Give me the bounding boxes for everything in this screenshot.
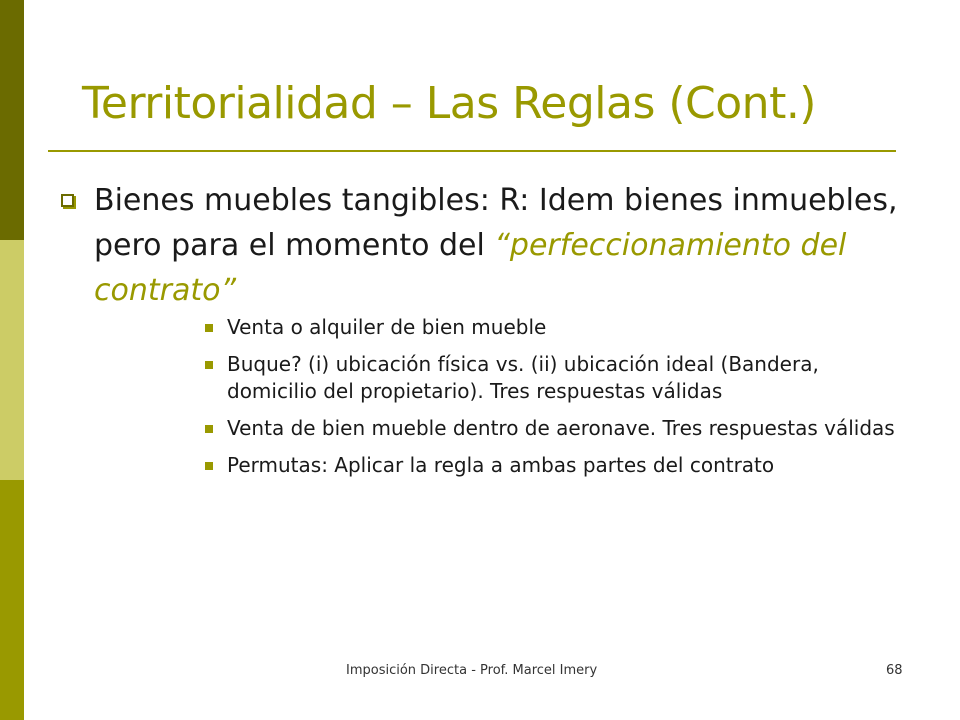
footer-text: Imposición Directa - Prof. Marcel Imery (346, 663, 598, 678)
sub-bullet-text: Permutas: Aplicar la regla a ambas partes del contrato (227, 453, 775, 477)
square-bullet-icon (205, 324, 213, 332)
sidebar-stripe-top (0, 0, 24, 240)
sidebar-stripe-middle (0, 240, 24, 480)
slide-title: Territorialidad – Las Reglas (Cont.) (82, 78, 816, 129)
list-item (203, 452, 903, 479)
square-bullet-icon (205, 462, 213, 470)
list-item (203, 351, 903, 405)
title-divider (48, 150, 896, 152)
page-number: 68 (886, 663, 903, 678)
main-bullet-text: Bienes muebles tangibles: R: Idem bienes inmuebles, pero para el momento del (94, 183, 898, 263)
main-bullet (94, 178, 924, 313)
main-bullet-emphasis: “perfeccionamiento del contrato” (94, 228, 847, 308)
sub-bullet-text: Venta o alquiler de bien mueble (227, 315, 547, 339)
sub-bullet-text: Buque? (i) ubicación física vs. (ii) ubicación ideal (Bandera, domicilio del propietario). Tres respuestas válidas (227, 352, 819, 403)
hollow-square-bullet-icon (61, 194, 74, 207)
sidebar-stripe-bottom (0, 480, 24, 720)
square-bullet-icon (205, 425, 213, 433)
list-item (203, 415, 903, 442)
sub-bullet-text: Venta de bien mueble dentro de aeronave. Tres respuestas válidas (227, 416, 895, 440)
sub-bullet-list (203, 314, 903, 489)
square-bullet-icon (205, 361, 213, 369)
list-item (203, 314, 903, 341)
